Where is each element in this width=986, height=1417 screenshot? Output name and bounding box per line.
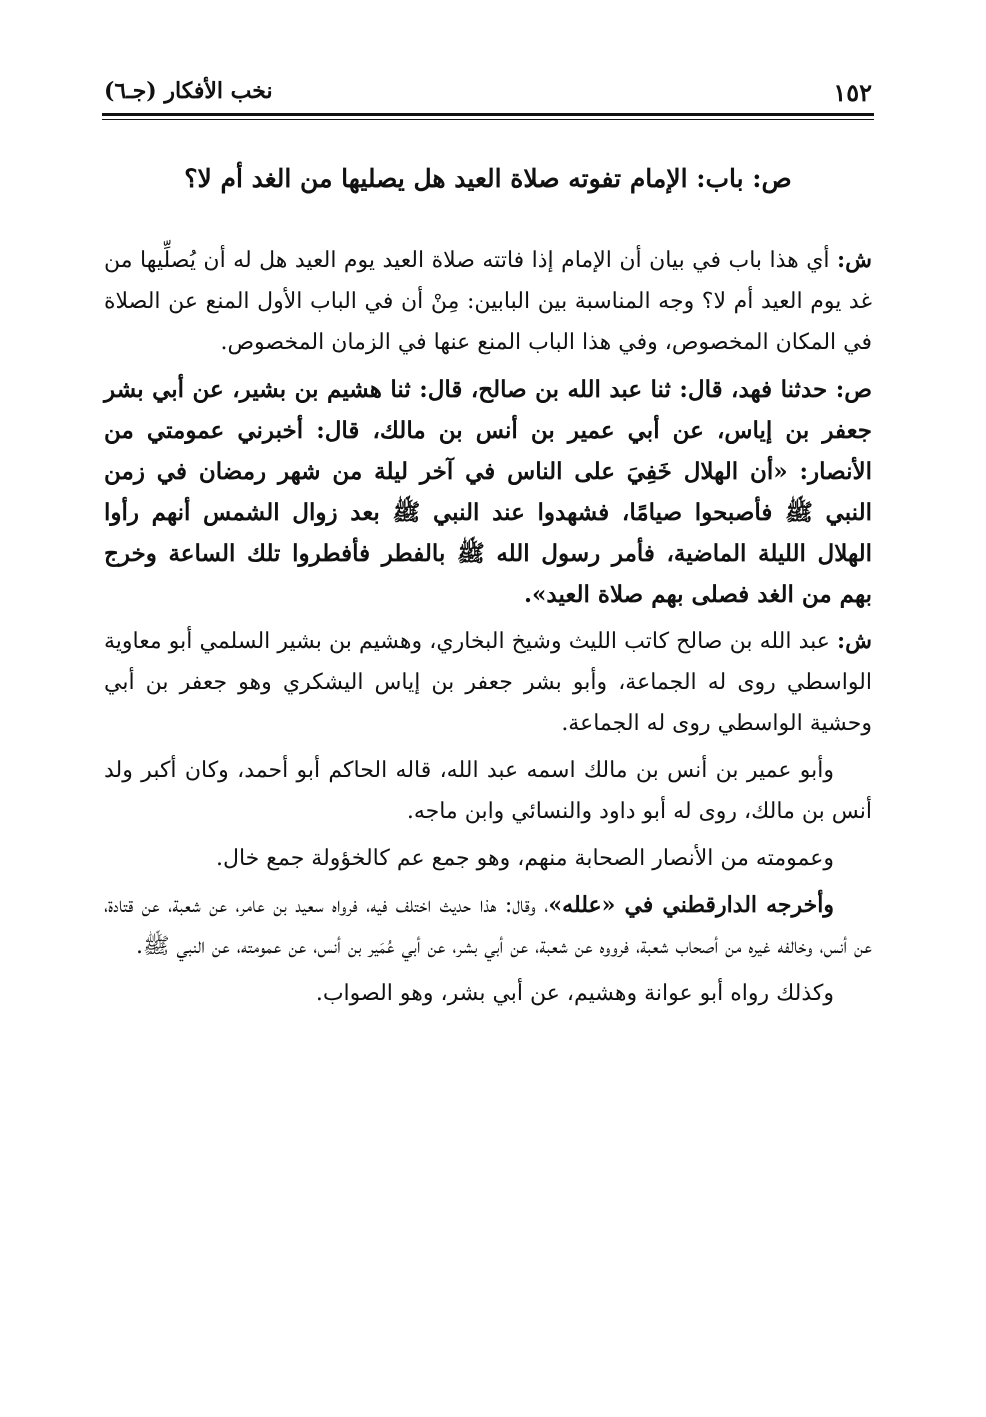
paragraph — [104, 750, 872, 832]
body-text — [104, 240, 872, 1020]
page-header — [104, 78, 872, 108]
header-rule-thick — [102, 113, 874, 116]
paragraph — [104, 838, 872, 879]
paragraph-text: وعمومته من الأنصار الصحابة منهم، وهو جمع عم كالخؤولة جمع خال. — [216, 846, 834, 871]
paragraph — [104, 885, 872, 967]
paragraph-text: ، وقال: هذا حديث اختلف فيه، فرواه سعيد بن عامر، عن شعبة، عن قتادة، عن أنس، وخالفه غيره من أصحاب شعبة، فرووه عن شعبة، عن أبي بشر، عن أبي عُمَير بن أنس، عن عمومته، عن النبي ﷺ. — [104, 893, 872, 959]
paragraph — [104, 240, 872, 363]
paragraph-label: ص: — [835, 376, 872, 403]
chapter-heading: ص: باب: الإمام تفوته صلاة العيد هل يصليها من الغد أم لا؟ — [184, 164, 792, 193]
paragraph-label: وأخرجه الدارقطني في «علله» — [548, 892, 834, 918]
page-number: ١٥٢ — [833, 78, 872, 107]
paragraph-text: أي هذا باب في بيان أن الإمام إذا فاتته صلاة العيد يوم العيد هل له أن يُصلِّيها من غد يوم العيد أم لا؟ وجه المناسبة بين البابين: مِنْ أن في الباب الأول المنع عن الصلاة في المكان المخصوص، وفي هذا الباب المنع عنها في الزمان المخصوص. — [104, 248, 872, 355]
header-rule-thin — [102, 119, 874, 120]
running-title: نخب الأفكار (جـ٦) — [104, 78, 273, 104]
paragraph-label: ش: — [837, 628, 872, 654]
paragraph-label: ش: — [837, 247, 872, 273]
paragraph — [104, 369, 872, 615]
paragraph — [104, 621, 872, 744]
paragraph-text: وأبو عمير بن أنس بن مالك اسمه عبد الله، قاله الحاكم أبو أحمد، وكان أكبر ولد أنس بن مالك، روى له أبو داود والنسائي وابن ماجه. — [104, 758, 872, 824]
paragraph-text: حدثنا فهد، قال: ثنا عبد الله بن صالح، قال: ثنا هشيم بن بشير، عن أبي بشر جعفر بن إياس، عن أبي عمير بن أنس بن مالك، قال: أخبرني عمومتي من الأنصار: «أن الهلال خَفِيَ على الناس في آخر ليلة من شهر رمضان في زمن النبي ﷺ فأصبحوا صيامًا، فشهدوا عند النبي ﷺ بعد زوال الشمس أنهم رأوا الهلال الليلة الماضية، فأمر رسول الله ﷺ بالفطر فأفطروا تلك الساعة وخرج بهم من الغد فصلى بهم صلاة العيد». — [104, 376, 872, 608]
paragraph — [104, 973, 872, 1014]
paragraph-text: عبد الله بن صالح كاتب الليث وشيخ البخاري، وهشيم بن بشير السلمي أبو معاوية الواسطي روى له الجماعة، وأبو بشر جعفر بن إياس اليشكري وهو جعفر بن أبي وحشية الواسطي روى له الجماعة. — [104, 629, 872, 736]
paragraph-text: وكذلك رواه أبو عوانة وهشيم، عن أبي بشر، وهو الصواب. — [315, 981, 834, 1006]
